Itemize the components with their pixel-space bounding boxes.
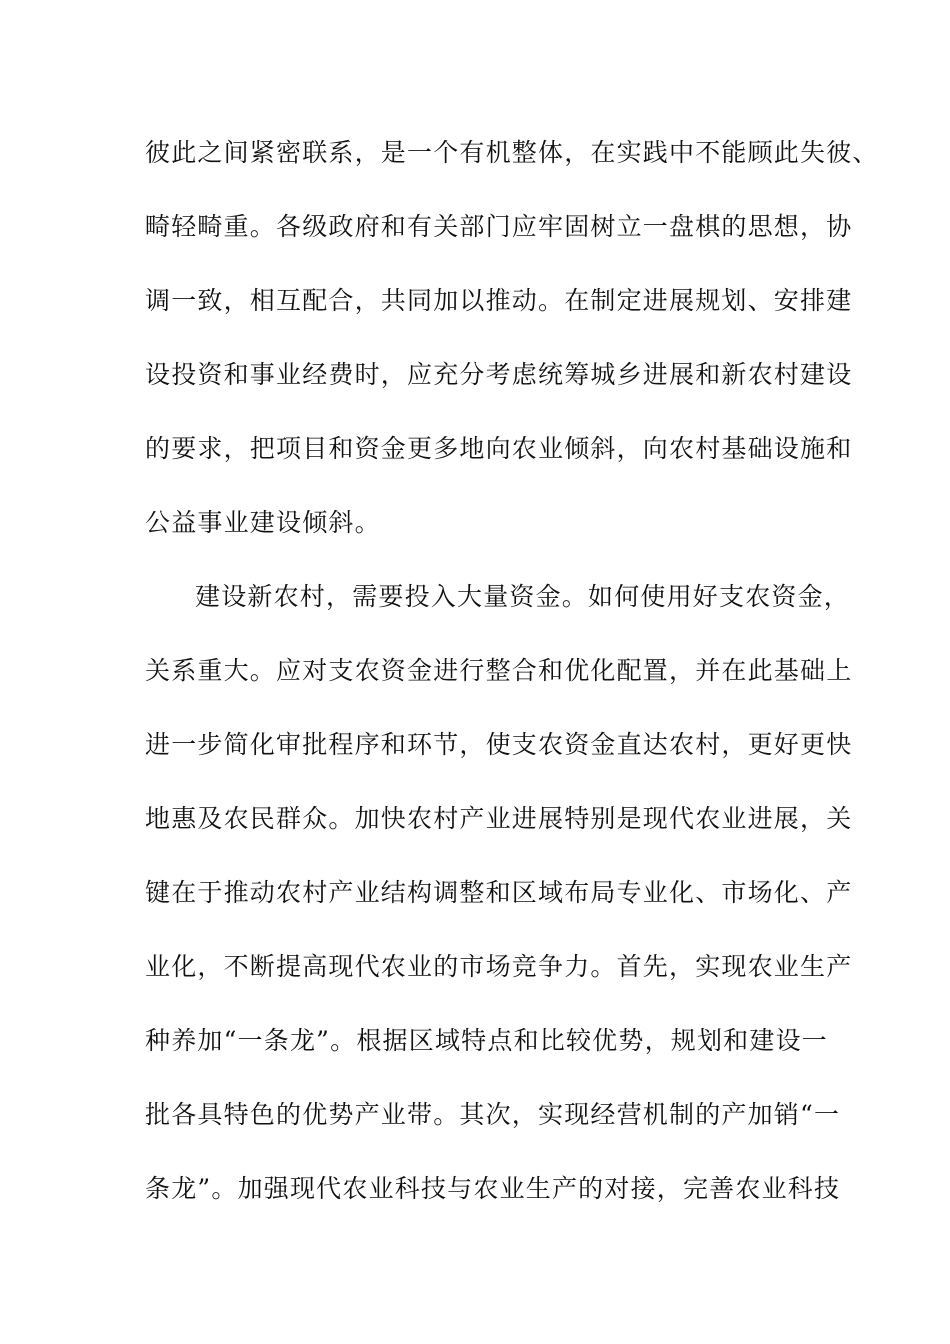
text-line: 业化，不断提高现代农业的市场竞争力。首先，实现农业生产 [145, 952, 853, 981]
text-line: 公益事业建设倾斜。 [145, 508, 381, 537]
text-line: 进一步简化审批程序和环节，使支农资金直达农村，更好更快 [145, 730, 853, 759]
text-line: 设投资和事业经费时，应充分考虑统筹城乡进展和新农村建设 [145, 360, 853, 389]
text-line: 批各具特色的优势产业带。其次，实现经营机制的产加销“一 [145, 1100, 841, 1129]
paragraph-2 [145, 560, 853, 1226]
document-text [145, 116, 879, 1226]
text-line: 畸轻畸重。各级政府和有关部门应牢固树立一盘棋的思想，协 [145, 212, 853, 241]
text-line: 种养加“一条龙”。根据区域特点和比较优势，规划和建设一 [145, 1026, 828, 1055]
text-line: 关系重大。应对支农资金进行整合和优化配置，并在此基础上 [145, 656, 853, 685]
text-line: 条龙”。加强现代农业科技与农业生产的对接，完善农业科技 [145, 1174, 841, 1203]
text-line: 调一致，相互配合，共同加以推动。在制定进展规划、安排建 [145, 286, 853, 315]
text-line: 建设新农村，需要投入大量资金。如何使用好支农资金， [195, 582, 851, 611]
text-line: 地惠及农民群众。加快农村产业进展特别是现代农业进展，关 [145, 804, 853, 833]
text-line: 彼此之间紧密联系，是一个有机整体，在实践中不能顾此失彼、 [145, 138, 879, 167]
paragraph-1 [145, 116, 879, 560]
text-line: 键在于推动农村产业结构调整和区域布局专业化、市场化、产 [145, 878, 853, 907]
text-line: 的要求，把项目和资金更多地向农业倾斜，向农村基础设施和 [145, 434, 853, 463]
